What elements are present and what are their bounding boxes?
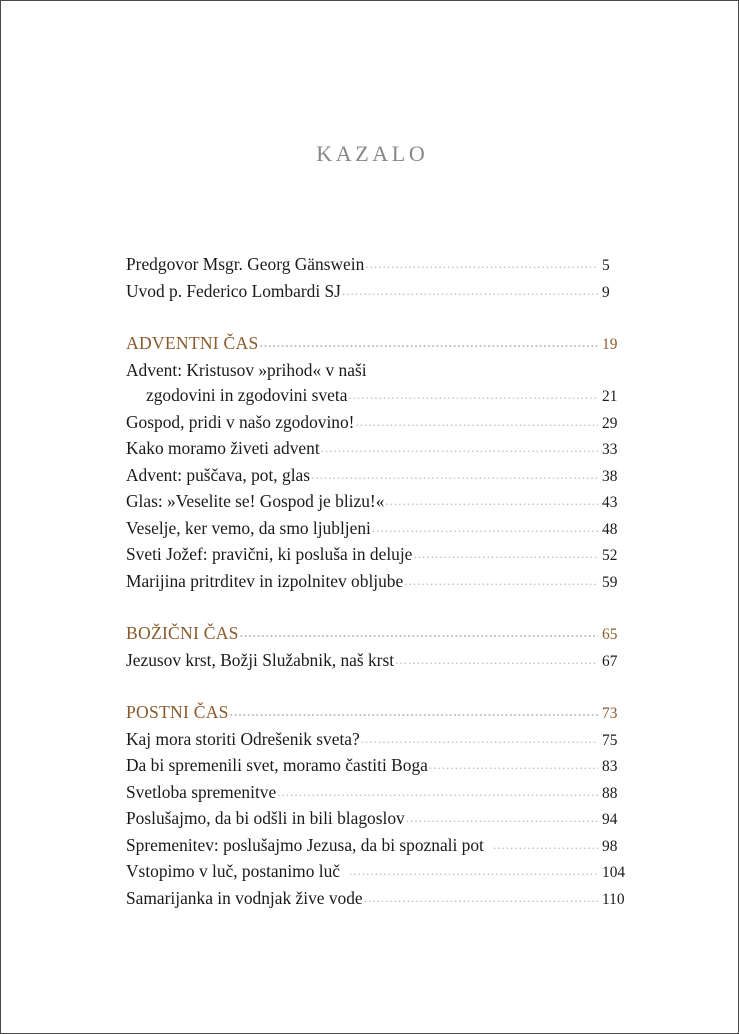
toc-entry-row[interactable] [126,542,636,569]
dot-leader [413,543,598,560]
toc-entry-row[interactable] [126,410,636,437]
dot-leader [365,253,598,270]
toc-page-number: 98 [602,837,618,855]
dot-leader [395,648,598,665]
toc-entry-label: Svetloba spremenitve [126,781,277,802]
toc-entry-label: Vstopimo v luč, postanimo luč [126,861,340,881]
dot-leader [355,410,598,427]
toc-entry-row[interactable] [126,489,636,516]
toc-entry-label: Veselje, ker vemo, da smo ljubljeni [126,517,371,538]
dot-leader [260,331,598,349]
toc-page-number: 75 [602,731,618,749]
toc-entry-row[interactable] [126,358,636,384]
toc-entry-row[interactable] [126,727,636,754]
toc-entry-label: Poslušajmo, da bi odšli in bili blagoslov [126,808,405,828]
toc-entry-row[interactable] [126,859,636,886]
toc-page-number: 5 [602,257,610,274]
toc-page-number: 19 [602,336,618,353]
toc-page-number: 73 [602,705,618,722]
toc-page-number: 9 [602,283,610,301]
dot-leader [368,358,598,375]
toc-section-label: ADVENTNI ČAS [126,333,259,353]
toc-entry-row[interactable] [126,833,636,860]
toc-entry-label: Da bi spremenili svet, moramo častiti Boga [126,755,428,775]
toc-entry-row[interactable] [126,648,636,675]
dot-leader [361,727,598,744]
toc-page-number: 110 [602,890,625,908]
toc-page-number: 48 [602,520,618,538]
toc-page-number: 33 [602,441,618,458]
toc-entry-label: Advent: puščava, pot, glas [126,464,311,485]
toc-page-number: 67 [602,652,618,670]
toc-entry-row[interactable] [126,252,636,279]
dot-leader [230,700,598,718]
toc-entry-row[interactable] [126,383,636,410]
dot-leader [385,490,598,507]
dot-leader [321,437,598,454]
dot-leader [277,780,598,797]
dot-leader [372,516,598,533]
toc-entry-label: Glas: »Veselite se! Gospod je blizu!« [126,491,385,511]
toc-entry-label: Kako moramo živeti advent [126,438,320,458]
dot-leader [493,833,598,850]
toc-entry-row[interactable] [126,780,636,807]
toc-entry-row[interactable] [126,463,636,490]
dot-leader [342,279,598,296]
toc-section-label: POSTNI ČAS [126,702,229,722]
toc-page-number: 59 [602,573,618,591]
toc-entry-label: Advent: Kristusov »prihod« v naši [126,359,367,380]
toc-page-number: 43 [602,494,618,511]
dot-leader [240,621,598,639]
toc-entry-row[interactable] [126,516,636,543]
dot-leader [406,807,598,824]
toc-section-row[interactable] [126,621,636,648]
toc-entry-row[interactable] [126,806,636,833]
dot-leader [404,569,598,586]
toc-page-number: 21 [602,388,618,405]
toc-entry-label: Samarijanka in vodnjak žive vode [126,887,363,908]
table-of-contents [126,252,636,912]
dot-leader [348,384,598,401]
toc-entry-label: Sveti Jožef: pravični, ki posluša in deluje [126,544,413,564]
dot-leader [349,860,598,877]
toc-section-row[interactable] [126,331,636,358]
toc-entry-row[interactable] [126,753,636,780]
toc-section-row[interactable] [126,700,636,727]
toc-entry-label: Gospod, pridi v našo zgodovino! [126,411,355,432]
toc-page-number: 65 [602,626,618,643]
toc-entry-row[interactable] [126,886,636,913]
toc-entry-label: Uvod p. Federico Lombardi SJ [126,280,341,301]
toc-entry-label: Spremenitev: poslušajmo Jezusa, da bi spoznali pot [126,834,484,855]
toc-entry-row[interactable] [126,436,636,463]
toc-entry-label: Marijina pritrditev in izpolnitev obljube [126,570,404,591]
dot-leader [364,886,598,903]
dot-leader [311,463,598,480]
toc-entry-label: Predgovor Msgr. Georg Gänswein [126,254,365,274]
toc-entry-label: zgodovini in zgodovini sveta [146,385,348,405]
toc-section-label: BOŽIČNI ČAS [126,623,239,643]
toc-page-number: 52 [602,547,618,564]
toc-page-number: 94 [602,811,618,828]
toc-entry-label: Kaj mora storiti Odrešenik sveta? [126,728,360,749]
toc-page-number: 104 [602,864,626,881]
toc-page-number: 29 [602,414,618,432]
dot-leader [429,754,598,771]
toc-entry-row[interactable] [126,279,636,306]
toc-page-number: 88 [602,784,618,802]
toc-page-number: 38 [602,467,618,485]
toc-entry-row[interactable] [126,569,636,596]
toc-entry-label: Jezusov krst, Božji Služabnik, naš krst [126,649,395,670]
page-title: KAZALO [316,141,429,166]
toc-page-number: 83 [602,758,618,775]
